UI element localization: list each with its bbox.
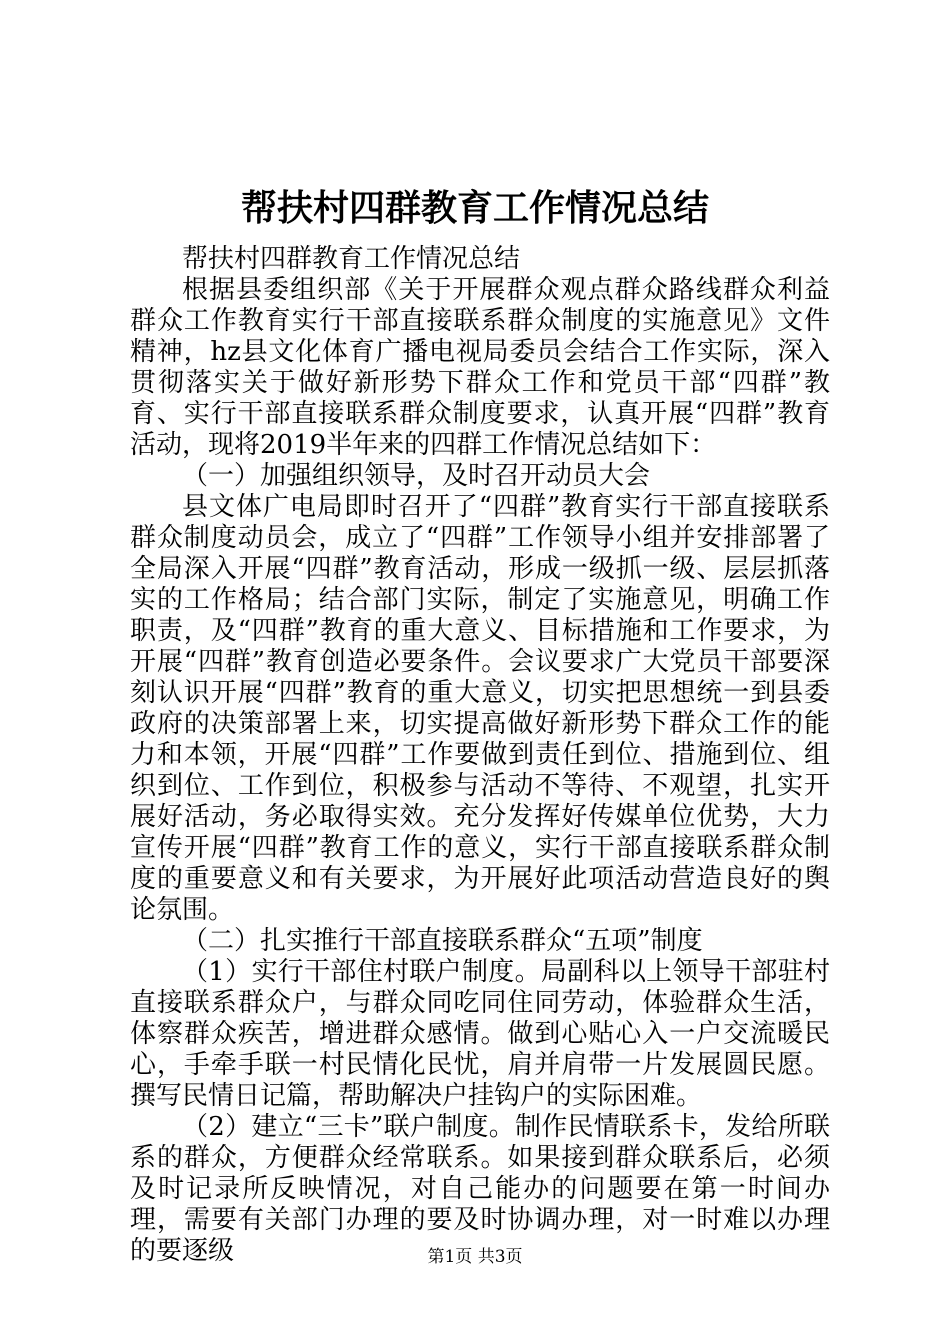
page-number-footer: 第1页 共3页: [427, 1247, 523, 1267]
document-body: [130, 244, 830, 1267]
body-paragraph-item-2: （2）建立“三卡”联户制度。制作民情联系卡，发给所联系的群众，方便群众经常联系。如果接到群众联系后，必须及时记录所反映情况，对自己能办的问题要在第一时间办理，需要有关部门办理的要及时协调办理，对一时难以办理的要逐级: [130, 1112, 830, 1266]
section-heading-1: （一）加强组织领导，及时召开动员大会: [182, 461, 651, 491]
section-heading-2: （二）扎实推行干部直接联系群众“五项”制度: [182, 926, 703, 956]
body-paragraph-intro: 根据县委组织部《关于开展群众观点群众路线群众利益群众工作教育实行干部直接联系群众制度的实施意见》文件精神，hz县文化体育广播电视局委员会结合工作实际，深入贯彻落实关于做好新形势下群众工作和党员干部“四群”教育、实行干部直接联系群众制度要求，认真开展“四群”教育活动，现将2019半年来的四群工作情况总结如下：: [130, 275, 830, 460]
document-title: 帮扶村四群教育工作情况总结: [240, 187, 709, 229]
body-paragraph-section-1: 县文体广电局即时召开了“四群”教育实行干部直接联系群众制度动员会，成立了“四群”工作领导小组并安排部署了全局深入开展“四群”教育活动，形成一级抓一级、层层抓落实的工作格局；结合部门实际，制定了实施意见，明确工作职责，及“四群”教育的重大意义、目标措施和工作要求，为开展“四群”教育创造必要条件。会议要求广大党员干部要深刻认识开展“四群”教育的重大意义，切实把思想统一到县委政府的决策部署上来，切实提高做好新形势下群众工作的能力和本领，开展“四群”工作要做到责任到位、措施到位、组织到位、工作到位，积极参与活动不等待、不观望，扎实开展好活动，务必取得实效。充分发挥好传媒单位优势，大力宣传开展“四群”教育工作的意义，实行干部直接联系群众制度的重要意义和有关要求，为开展好此项活动营造良好的舆论氛围。: [130, 492, 830, 925]
body-paragraph-subtitle: 帮扶村四群教育工作情况总结: [182, 244, 521, 274]
body-paragraph-item-1: （1）实行干部住村联户制度。局副科以上领导干部驻村直接联系群众户，与群众同吃同住同劳动，体验群众生活，体察群众疾苦，增进群众感情。做到心贴心入一户交流暖民心，手牵手联一村民情化民忧，肩并肩带一片发展圆民愿。撰写民情日记篇，帮助解决户挂钩户的实际困难。: [130, 957, 830, 1111]
